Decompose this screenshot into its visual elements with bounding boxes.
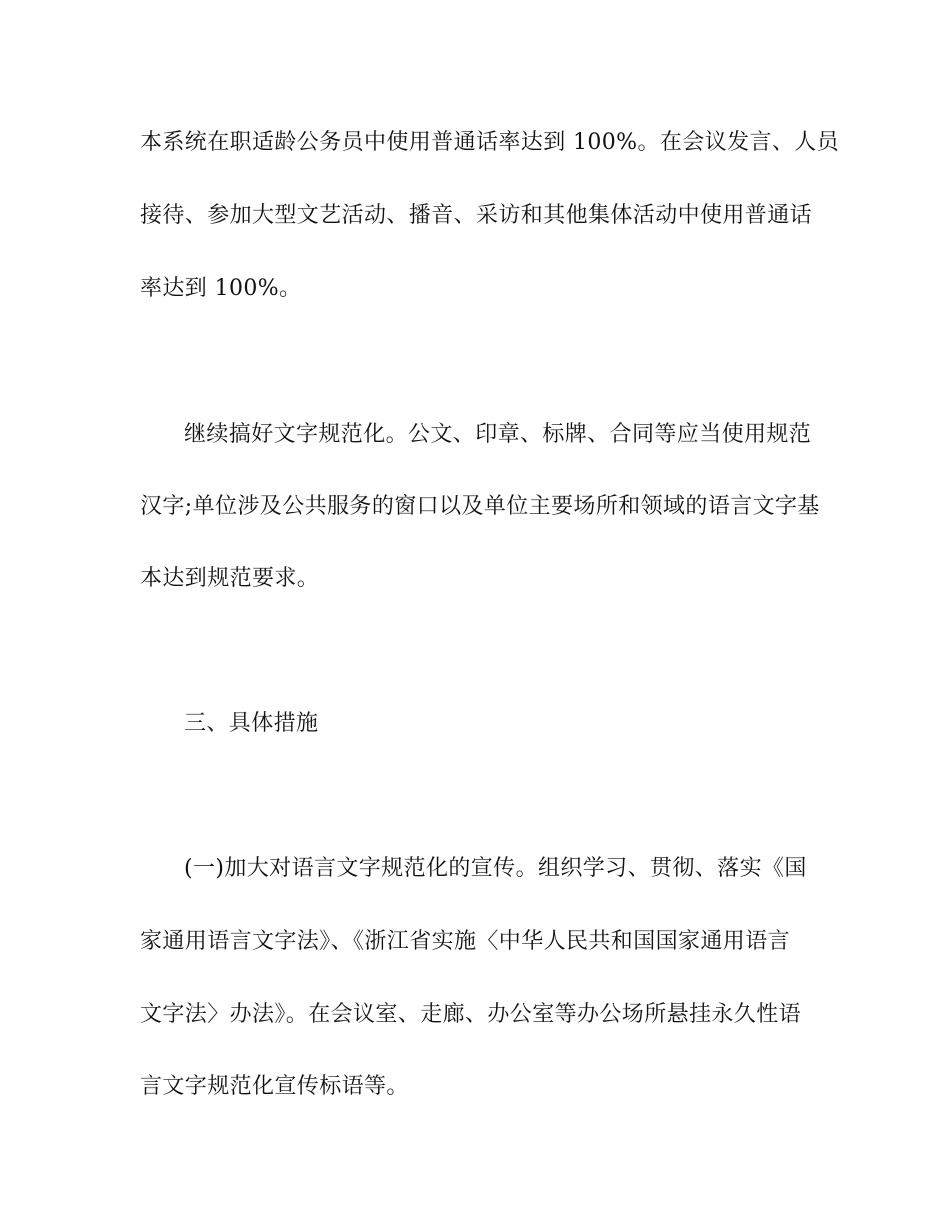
paragraph-1-line-2: 接待、参加大型文艺活动、播音、采访和其他集体活动中使用普通话	[140, 203, 813, 228]
paragraph-1-line-1: 本系统在职适龄公务员中使用普通话率达到 100%。在会议发言、人员	[140, 130, 840, 155]
paragraph-2-line-2: 汉字;单位涉及公共服务的窗口以及单位主要场所和领域的语言文字基	[140, 494, 820, 519]
paragraph-2-line-3: 本达到规范要求。	[140, 566, 320, 591]
paragraph-1-line-3: 率达到 100%。	[140, 276, 302, 301]
paragraph-4-line-1: (一)加大对语言文字规范化的宣传。组织学习、贯彻、落实《国	[184, 856, 807, 881]
paragraph-4-line-3: 文字法〉办法》。在会议室、走廊、办公室等办公场所悬挂永久性语	[140, 1002, 802, 1027]
paragraph-2-line-1: 继续搞好文字规范化。公文、印章、标牌、合同等应当使用规范	[184, 422, 812, 447]
section-heading: 三、具体措施	[184, 711, 319, 736]
paragraph-4-line-2: 家通用语言文字法》、《浙江省实施〈中华人民共和国国家通用语言	[140, 929, 791, 954]
paragraph-4-line-4: 言文字规范化宣传标语等。	[140, 1074, 409, 1099]
